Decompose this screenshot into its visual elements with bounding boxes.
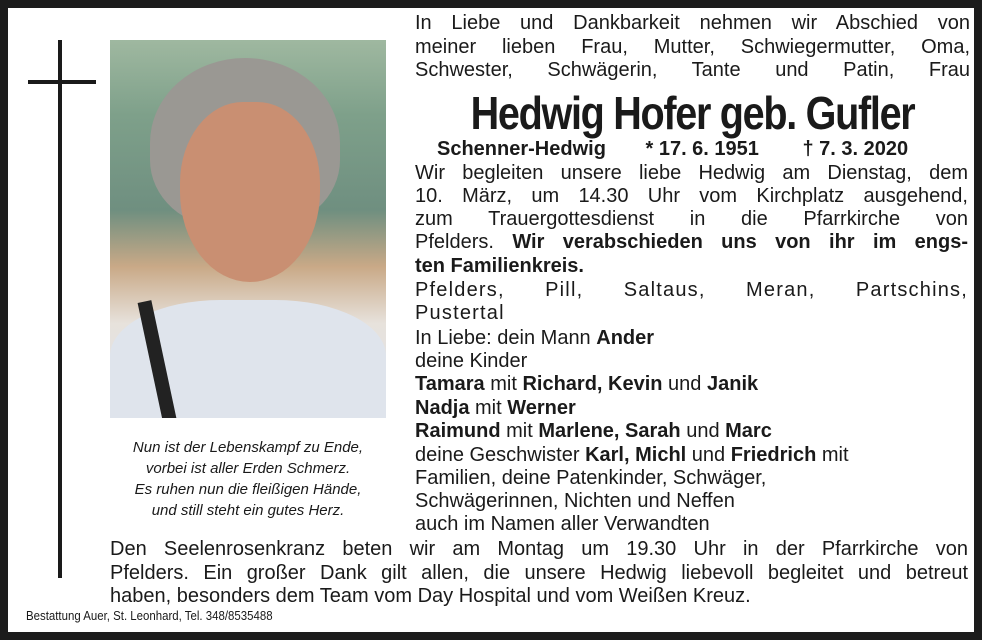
name-text: ten Familienkreis. [415, 255, 584, 277]
name-text: Janik [706, 373, 759, 395]
body-text: Familien, deine Patenkinder, Schwäger, [415, 467, 767, 489]
body-line [415, 513, 968, 536]
dates-line [437, 138, 908, 161]
body-text: Pfelders. [415, 231, 513, 253]
poem [110, 437, 386, 521]
deceased-name: Hedwig Hofer geb. Gufler [470, 87, 915, 139]
body-line [415, 420, 968, 443]
body-text: Schwägerinnen, Nichten und Neffen [415, 490, 735, 512]
cross-icon-bar [28, 80, 96, 84]
closing-line: Pfelders. Ein großer Dank gilt allen, die unsere Hedwig liebevoll begleitet und betreut [110, 561, 968, 584]
name-text: Marlene, Sarah [538, 420, 681, 442]
body-text: mit [816, 444, 849, 466]
body-line [415, 208, 968, 231]
closing-line: Den Seelenrosenkranz beten wir am Montag um 19.30 Uhr in der Pfarrkirche von [110, 538, 968, 560]
intro-line: Schwester, Schwägerin, Tante und Patin, Frau [415, 59, 970, 81]
body-text: auch im Namen aller Verwandten [415, 513, 710, 535]
body-line [415, 397, 968, 420]
nickname: Schenner-Hedwig [437, 138, 606, 160]
body-line [415, 373, 968, 396]
name-text: Tamara [415, 373, 485, 395]
poem-line: Es ruhen nun die fleißigen Hände, [134, 481, 362, 498]
name-text: Nadja [415, 397, 470, 419]
body-text: Pustertal [415, 302, 505, 324]
poem-line: vorbei ist aller Erden Schmerz. [145, 460, 351, 477]
body-text: Pfelders, Pill, Saltaus, Meran, Partschins, [415, 279, 968, 301]
poem-line: und still steht ein gutes Herz. [151, 502, 345, 519]
body-text: 10. März, um 14.30 Uhr vom Kirchplatz ausgehend, [415, 185, 968, 207]
body-text: und [686, 444, 731, 466]
body-line [415, 327, 968, 350]
name-text: Wir verabschieden uns von ihr im engs- [512, 231, 968, 253]
name-text: Ander [596, 327, 655, 349]
body-line [415, 185, 968, 208]
body-text: mit [484, 373, 523, 395]
body-text: und [662, 373, 707, 395]
body-line [415, 302, 968, 325]
body-text: In Liebe: dein Mann [415, 327, 597, 349]
body-line [415, 350, 968, 373]
funeral-home-footer: Bestattung Auer, St. Leonhard, Tel. 348/8535488 [26, 608, 273, 623]
body-line [415, 255, 968, 278]
body-line [415, 279, 968, 302]
portrait-photo [110, 40, 386, 418]
poem-line: Nun ist der Lebenskampf zu Ende, [132, 439, 364, 456]
birth-date: * 17. 6. 1951 [645, 138, 759, 160]
closing-line: haben, besonders dem Team vom Day Hospital und vom Weißen Kreuz. [110, 585, 751, 607]
body-line [415, 467, 968, 490]
body-text: mit [500, 420, 539, 442]
intro-line: In Liebe und Dankbarkeit nehmen wir Abschied von [415, 12, 970, 34]
body-line [415, 490, 968, 513]
body-text: zum Trauergottesdienst in die Pfarrkirche von [415, 208, 968, 230]
body-text: und [680, 420, 726, 442]
cross-icon [58, 40, 62, 578]
body-text: deine Kinder [415, 350, 528, 372]
name-text: Richard, Kevin [522, 373, 663, 395]
name-text: Raimund [415, 420, 501, 442]
name-text: Marc [725, 420, 772, 442]
body-text: mit [469, 397, 508, 419]
death-date: † 7. 3. 2020 [802, 138, 909, 160]
body-line [415, 444, 968, 467]
body-line [415, 231, 968, 254]
body-line [415, 162, 968, 185]
body-text: deine Geschwister [415, 444, 586, 466]
body-text: Wir begleiten unsere liebe Hedwig am Dienstag, dem [415, 162, 968, 184]
name-text: Werner [507, 397, 576, 419]
intro-line: meiner lieben Frau, Mutter, Schwiegermutter, Oma, [415, 35, 970, 58]
name-text: Karl, Michl [585, 444, 687, 466]
name-text: Friedrich [730, 444, 817, 466]
